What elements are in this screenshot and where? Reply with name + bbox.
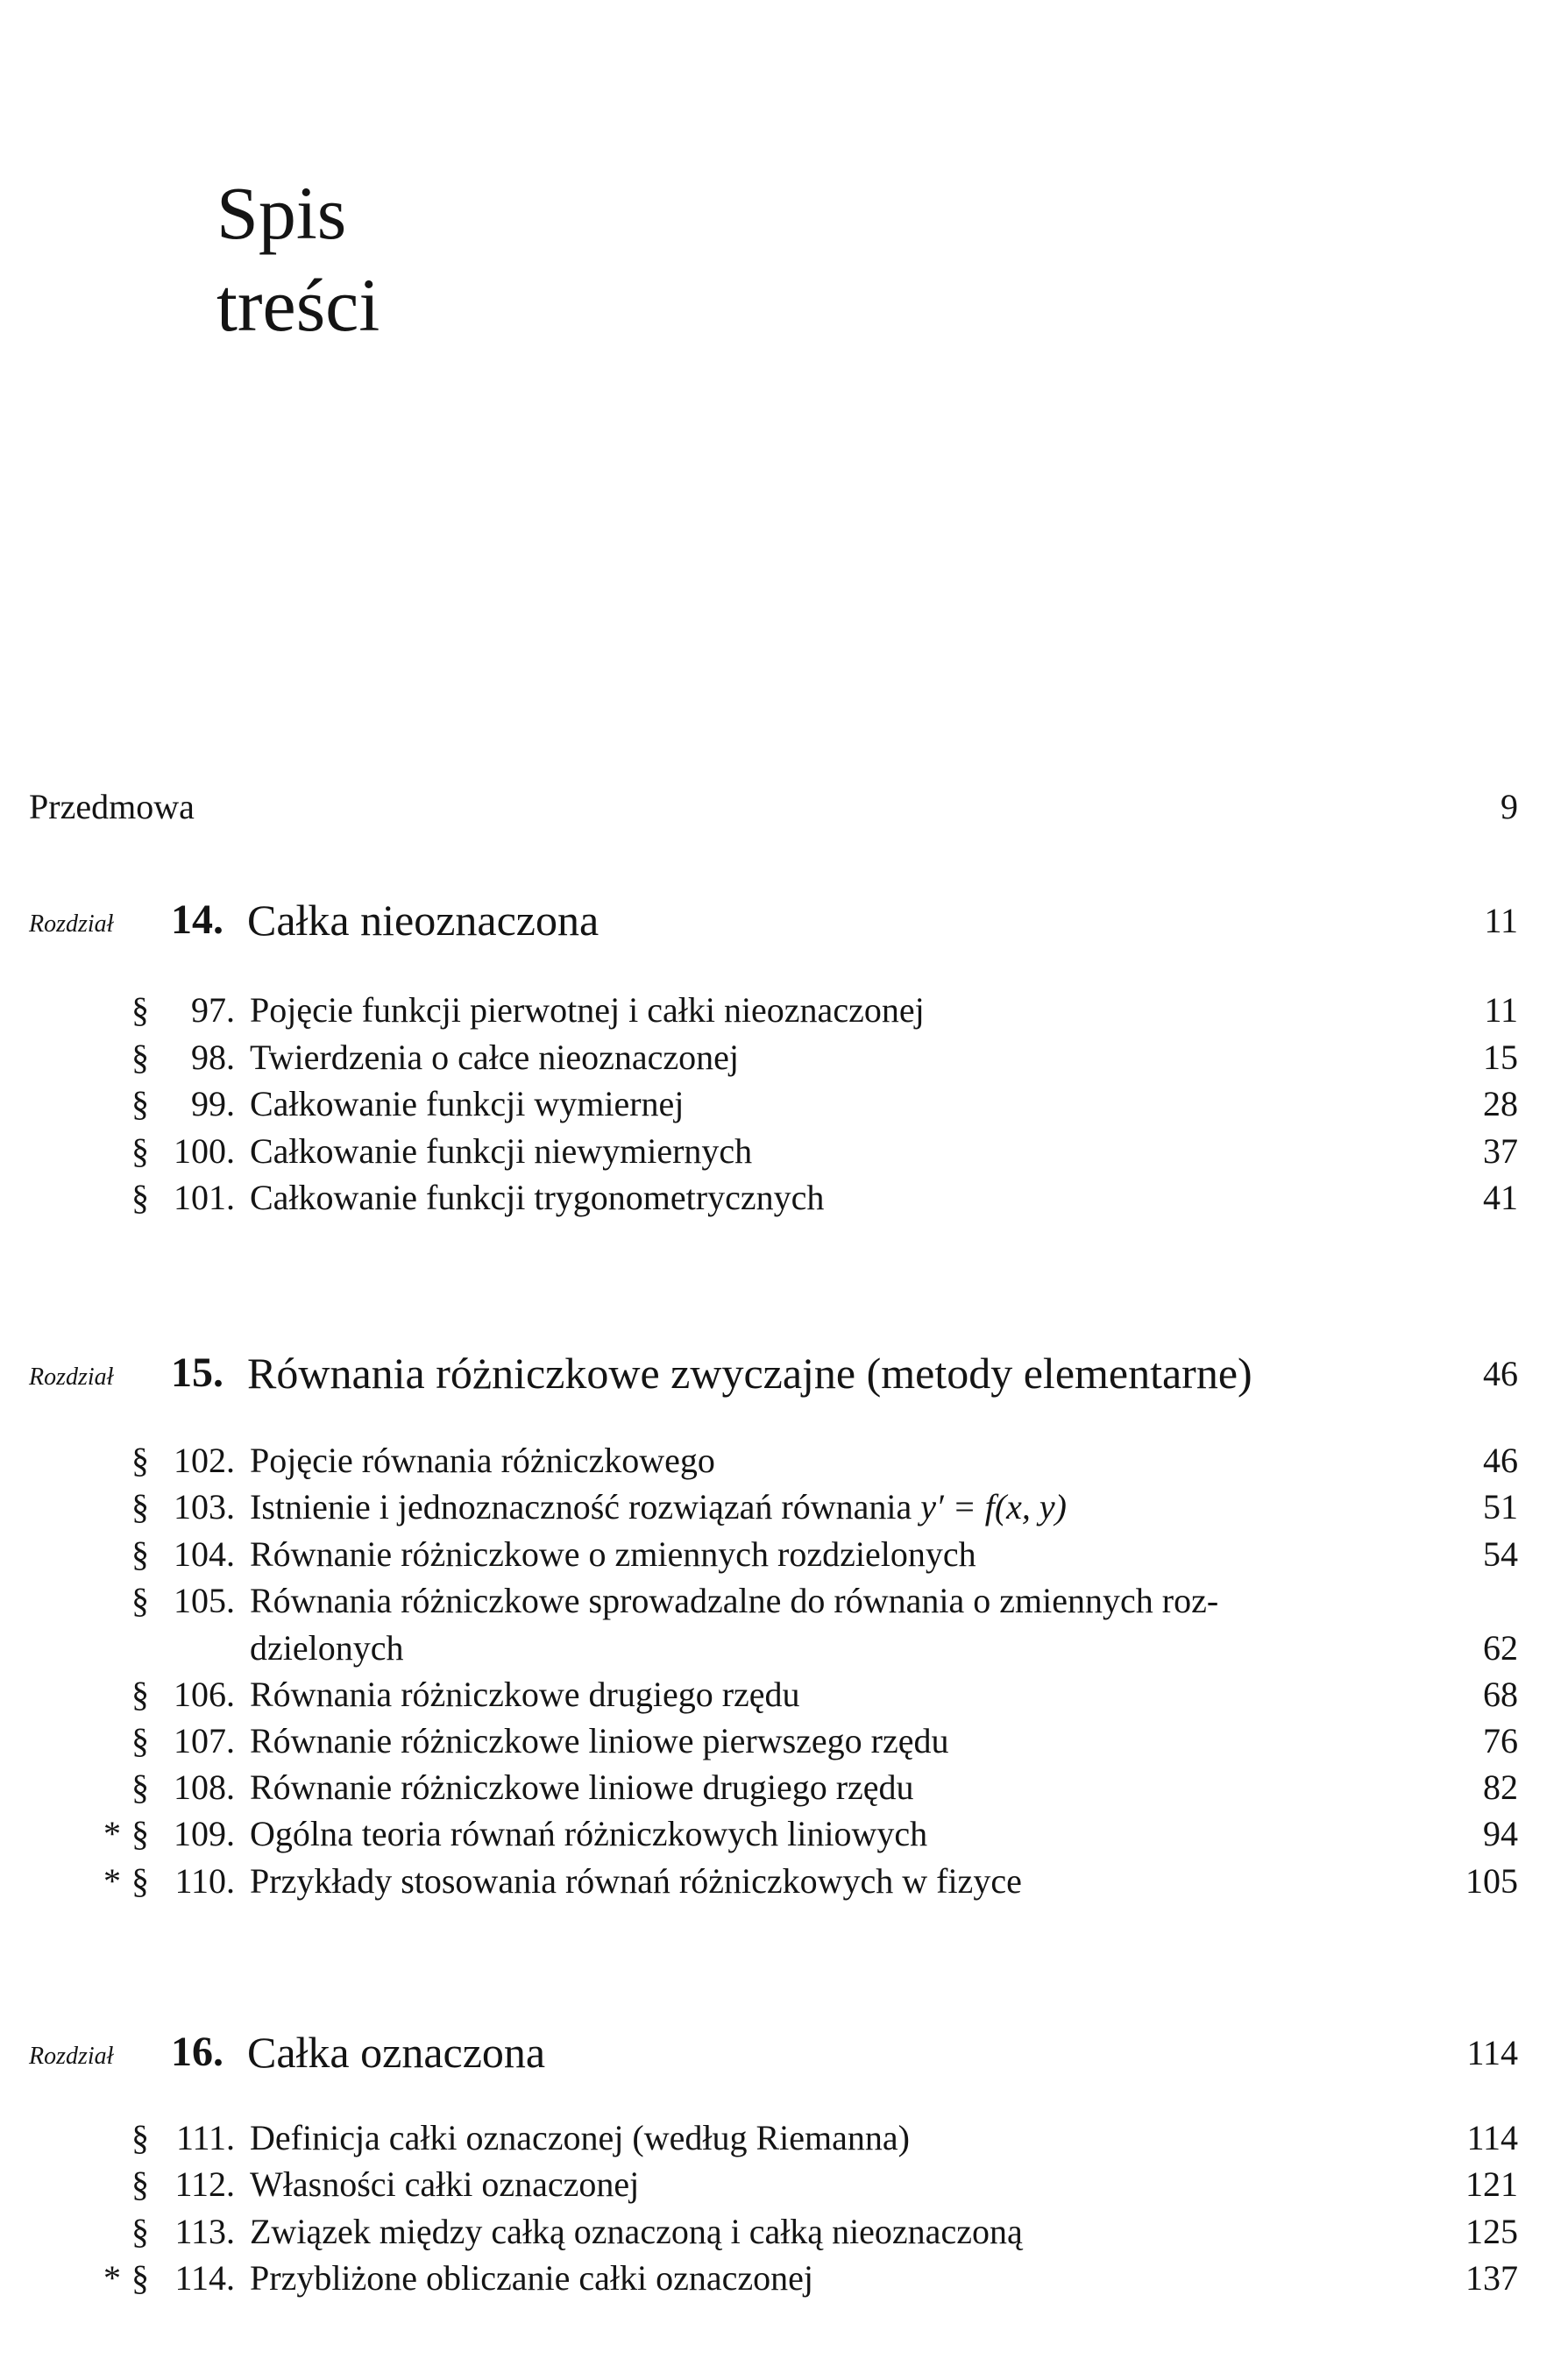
section-mark: § [131, 2118, 149, 2157]
section-number: 103. [174, 1487, 235, 1526]
chapter-word: Rozdział [29, 1364, 114, 1391]
section-title-with-formula [250, 1484, 1067, 1531]
section-number: 99. [191, 1084, 235, 1123]
toc-entry-page: 9 [1501, 787, 1518, 826]
page-title-line-1: Spis [216, 171, 347, 255]
section-number: 100. [174, 1131, 235, 1171]
section-title: Ogólna teoria równań różniczkowych liniowych [250, 1814, 928, 1853]
section-title: Własności całki oznaczonej [250, 2164, 640, 2204]
section-title: Równania różniczkowe drugiego rzędu [250, 1675, 800, 1714]
section-mark: § [131, 1721, 149, 1760]
section-number: 101. [174, 1178, 235, 1217]
section-title: Pojęcie funkcji pierwotnej i całki nieoznaczonej [250, 990, 925, 1030]
chapter-title: Całka oznaczona [247, 2028, 546, 2077]
section-page: 62 [1483, 1628, 1518, 1668]
section-mark: § [131, 1675, 149, 1714]
section-page: 82 [1483, 1767, 1518, 1807]
section-number: 98. [191, 1038, 235, 1077]
section-mark: § [131, 1487, 149, 1526]
section-mark: § [131, 1581, 149, 1620]
chapter-title: Całka nieoznaczona [247, 896, 600, 945]
section-title: Równanie różniczkowe liniowe drugiego rzędu [250, 1767, 914, 1807]
section-number: 113. [174, 2212, 235, 2251]
toc-chapter-14[interactable] [0, 894, 1568, 946]
section-page: 37 [1483, 1131, 1518, 1171]
section-title-continuation: dzielonych [250, 1628, 404, 1668]
chapter-number: 15. [171, 1349, 223, 1396]
section-mark: § [131, 2258, 149, 2298]
toc-entry-label: Przedmowa [29, 787, 195, 826]
toc-section-113[interactable] [0, 2208, 1568, 2261]
section-title: Całkowanie funkcji wymiernej [250, 1084, 685, 1123]
toc-section-111[interactable] [0, 2114, 1568, 2167]
section-title: Równanie różniczkowe o zmiennych rozdzielonych [250, 1534, 976, 1574]
chapter-page: 46 [1483, 1354, 1518, 1393]
optional-star: * [103, 2258, 121, 2298]
toc-section-109[interactable] [0, 1810, 1568, 1863]
section-title: Twierdzenia o całce nieoznaczonej [250, 1038, 739, 1077]
section-mark: § [131, 1084, 149, 1123]
toc-section-107[interactable] [0, 1718, 1568, 1770]
chapter-word: Rozdział [29, 910, 114, 938]
toc-chapter-15[interactable] [0, 1347, 1568, 1399]
section-title: Definicja całki oznaczonej (według Riemanna) [250, 2118, 910, 2157]
page-title-line-2: treści [216, 263, 380, 347]
toc-entry-preface[interactable] [0, 783, 1568, 836]
section-title: Związek między całką oznaczoną i całką nieoznaczoną [250, 2212, 1023, 2251]
section-mark: § [131, 1131, 149, 1171]
toc-section-108[interactable] [0, 1764, 1568, 1817]
section-number: 104. [174, 1534, 235, 1574]
section-title: Całkowanie funkcji niewymiernych [250, 1131, 753, 1171]
section-mark: § [131, 1534, 149, 1574]
section-page: 114 [1466, 2118, 1518, 2157]
chapter-number: 16. [171, 2029, 223, 2075]
section-title: Istnienie i jednoznaczność rozwiązań równania [250, 1487, 912, 1526]
section-page: 94 [1483, 1814, 1518, 1853]
optional-star: * [103, 1861, 121, 1901]
section-page: 15 [1483, 1038, 1518, 1077]
section-number: 114. [174, 2258, 235, 2298]
section-page: 137 [1465, 2258, 1518, 2298]
section-number: 109. [174, 1814, 235, 1853]
section-page: 105 [1465, 1861, 1518, 1901]
toc-section-105[interactable] [0, 1577, 1568, 1672]
chapter-page: 114 [1466, 2033, 1518, 2072]
section-number: 108. [174, 1767, 235, 1807]
section-page: 28 [1483, 1084, 1518, 1123]
section-mark: § [131, 1767, 149, 1807]
chapter-word: Rozdział [29, 2043, 114, 2070]
toc-section-106[interactable] [0, 1671, 1568, 1724]
section-title: Całkowanie funkcji trygonometrycznych [250, 1178, 825, 1217]
section-mark: § [131, 2212, 149, 2251]
section-title: Równania różniczkowe sprowadzalne do równania o zmiennych roz- [250, 1581, 1219, 1620]
section-title: Przykłady stosowania równań różniczkowych w fizyce [250, 1861, 1022, 1901]
section-page: 76 [1483, 1721, 1518, 1760]
section-title: Równanie różniczkowe liniowe pierwszego rzędu [250, 1721, 949, 1760]
chapter-number: 14. [171, 896, 223, 943]
section-number: 107. [174, 1721, 235, 1760]
chapter-title: Równania różniczkowe zwyczajne (metody elementarne) [247, 1349, 1252, 1398]
section-mark: § [131, 1038, 149, 1077]
toc-section-100[interactable] [0, 1128, 1568, 1180]
section-mark: § [131, 1814, 149, 1853]
toc-section-99[interactable] [0, 1080, 1568, 1133]
toc-section-98[interactable] [0, 1034, 1568, 1087]
section-mark: § [131, 1178, 149, 1217]
section-number: 97. [191, 990, 235, 1030]
section-number: 111. [175, 2118, 235, 2157]
section-page: 41 [1483, 1178, 1518, 1217]
toc-section-103[interactable] [0, 1484, 1568, 1536]
section-page: 121 [1465, 2164, 1518, 2204]
section-page: 51 [1483, 1487, 1518, 1526]
section-number: 105. [174, 1581, 235, 1620]
toc-section-112[interactable] [0, 2161, 1568, 2214]
section-number: 106. [174, 1675, 235, 1714]
section-mark: § [131, 1441, 149, 1480]
toc-section-102[interactable] [0, 1437, 1568, 1490]
toc-chapter-16[interactable] [0, 2026, 1568, 2079]
section-mark: § [131, 1861, 149, 1901]
section-formula: y′ = f(x, y) [920, 1487, 1067, 1526]
section-page: 54 [1483, 1534, 1518, 1574]
toc-section-114[interactable] [0, 2255, 1568, 2307]
toc-section-104[interactable] [0, 1531, 1568, 1583]
section-page: 125 [1465, 2212, 1518, 2251]
optional-star: * [103, 1814, 121, 1853]
section-page: 68 [1483, 1675, 1518, 1714]
section-page: 11 [1484, 990, 1518, 1030]
chapter-page: 11 [1484, 901, 1518, 940]
toc-section-101[interactable] [0, 1174, 1568, 1227]
toc-section-97[interactable] [0, 987, 1568, 1039]
section-title: Przybliżone obliczanie całki oznaczonej [250, 2258, 814, 2298]
section-title: Pojęcie równania różniczkowego [250, 1441, 715, 1480]
section-number: 110. [174, 1861, 235, 1901]
section-mark: § [131, 990, 149, 1030]
section-mark: § [131, 2164, 149, 2204]
toc-section-110[interactable] [0, 1858, 1568, 1910]
section-page: 46 [1483, 1441, 1518, 1480]
section-number: 112. [174, 2164, 235, 2204]
section-number: 102. [174, 1441, 235, 1480]
